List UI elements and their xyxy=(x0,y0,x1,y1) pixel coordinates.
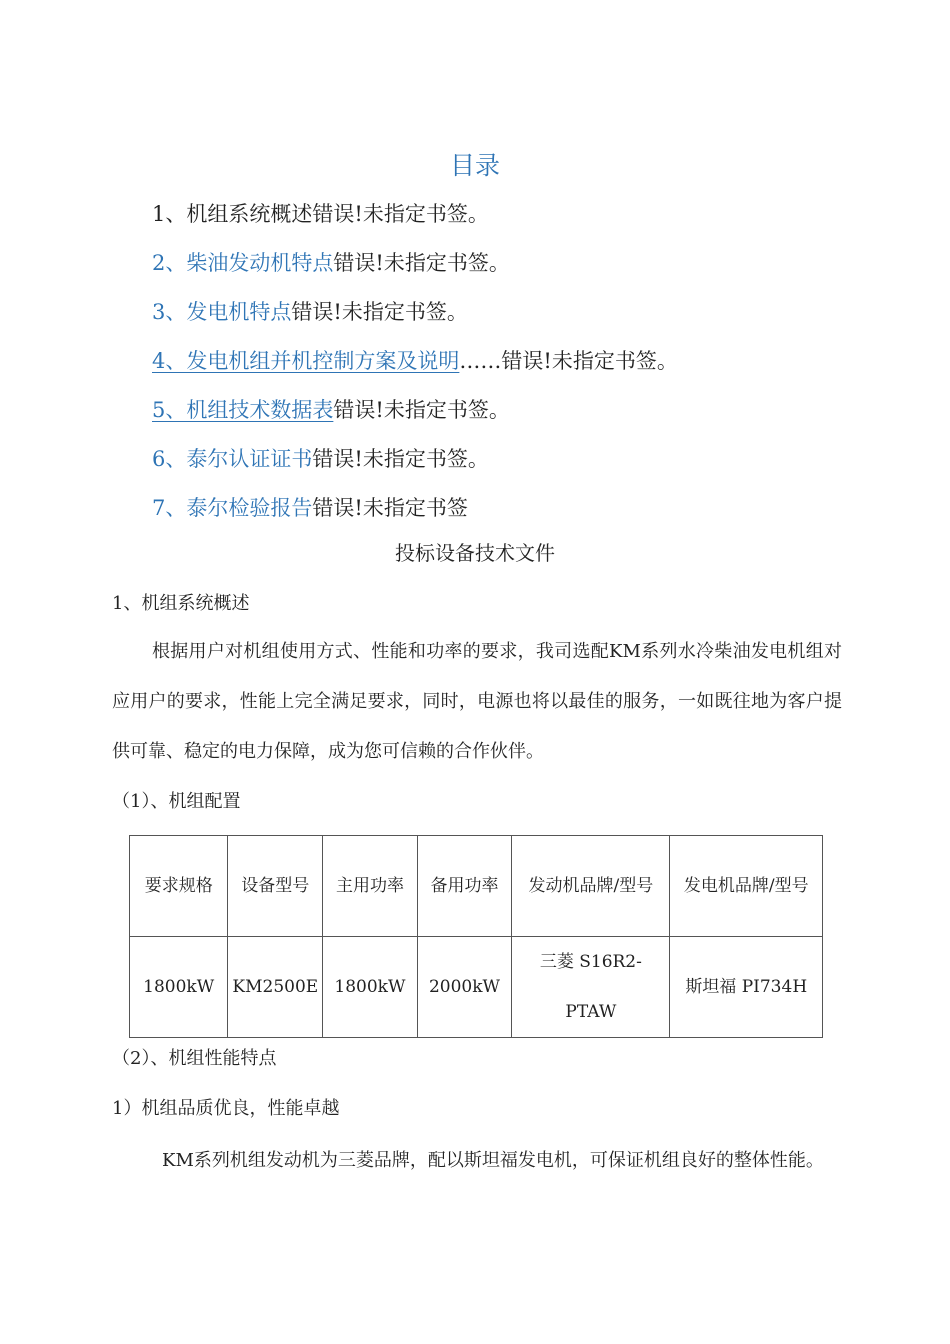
table-header-cell: 备用功率 xyxy=(417,836,512,937)
toc-item-link[interactable]: 2、柴油发动机特点 xyxy=(152,251,334,275)
toc-item-link[interactable]: 3、发电机特点 xyxy=(152,300,292,324)
toc-item-3[interactable] xyxy=(152,297,468,327)
table-header-cell: 主用功率 xyxy=(323,836,418,937)
toc-item-2[interactable] xyxy=(152,248,510,278)
section-heading: 1、机组系统概述 xyxy=(112,593,250,614)
toc-item-error: 错误!未指定书签 xyxy=(312,496,468,520)
table-header-cell: 发动机品牌/型号 xyxy=(512,836,670,937)
toc-item-1[interactable] xyxy=(152,199,489,229)
toc-item-link[interactable]: 1、机组系统概述 xyxy=(152,202,313,226)
toc-item-link[interactable]: 5、机组技术数据表 xyxy=(152,398,334,422)
subsection-heading: （1）、机组配置 xyxy=(112,791,241,812)
toc-item-5[interactable] xyxy=(152,395,510,425)
item-heading: 1）机组品质优良，性能卓越 xyxy=(112,1098,340,1119)
config-table xyxy=(129,835,823,1038)
item-paragraph: KM系列机组发动机为三菱品牌，配以斯坦福发电机，可保证机组良好的整体性能。 xyxy=(162,1150,824,1171)
table-row xyxy=(130,937,823,1038)
table-header-cell: 要求规格 xyxy=(130,836,228,937)
toc-item-error: 错误!未指定书签。 xyxy=(291,300,468,324)
table-cell: KM2500E xyxy=(228,937,323,1038)
toc-item-4[interactable] xyxy=(152,346,678,376)
toc-item-7[interactable] xyxy=(152,493,468,523)
table-header-cell: 设备型号 xyxy=(228,836,323,937)
toc-item-error: 错误!未指定书签。 xyxy=(312,202,489,226)
table-cell: 2000kW xyxy=(417,937,512,1038)
document-title: 投标设备技术文件 xyxy=(395,541,555,565)
table-cell: 1800kW xyxy=(130,937,228,1038)
table-header-row xyxy=(130,836,823,937)
section-paragraph: 根据用户对机组使用方式、性能和功率的要求，我司选配KM系列水冷柴油发电机组对应用户的要求，性能上完全满足要求，同时，电源也将以最佳的服务，一如既往地为客户提供可靠、稳定的电力保障，成为您可信赖的合作伙伴。 xyxy=(112,641,842,762)
toc-item-link[interactable]: 6、泰尔认证证书 xyxy=(152,447,313,471)
toc-item-error: 错误!未指定书签。 xyxy=(312,447,489,471)
toc-item-6[interactable] xyxy=(152,444,489,474)
toc-item-error: 错误!未指定书签。 xyxy=(333,251,510,275)
table-header-cell: 发电机品牌/型号 xyxy=(670,836,823,937)
toc-item-link[interactable]: 4、发电机组并机控制方案及说明 xyxy=(152,349,460,373)
subsection-heading: （2）、机组性能特点 xyxy=(112,1048,277,1069)
table-cell: 三菱 S16R2-PTAW xyxy=(512,937,670,1038)
table-cell: 1800kW xyxy=(323,937,418,1038)
toc-item-link[interactable]: 7、泰尔检验报告 xyxy=(152,496,313,520)
toc-item-error: ……错误!未指定书签。 xyxy=(459,349,678,373)
table-cell: 斯坦福 PI734H xyxy=(670,937,823,1038)
toc-title: 目录 xyxy=(449,151,500,180)
toc-item-error: 错误!未指定书签。 xyxy=(333,398,510,422)
